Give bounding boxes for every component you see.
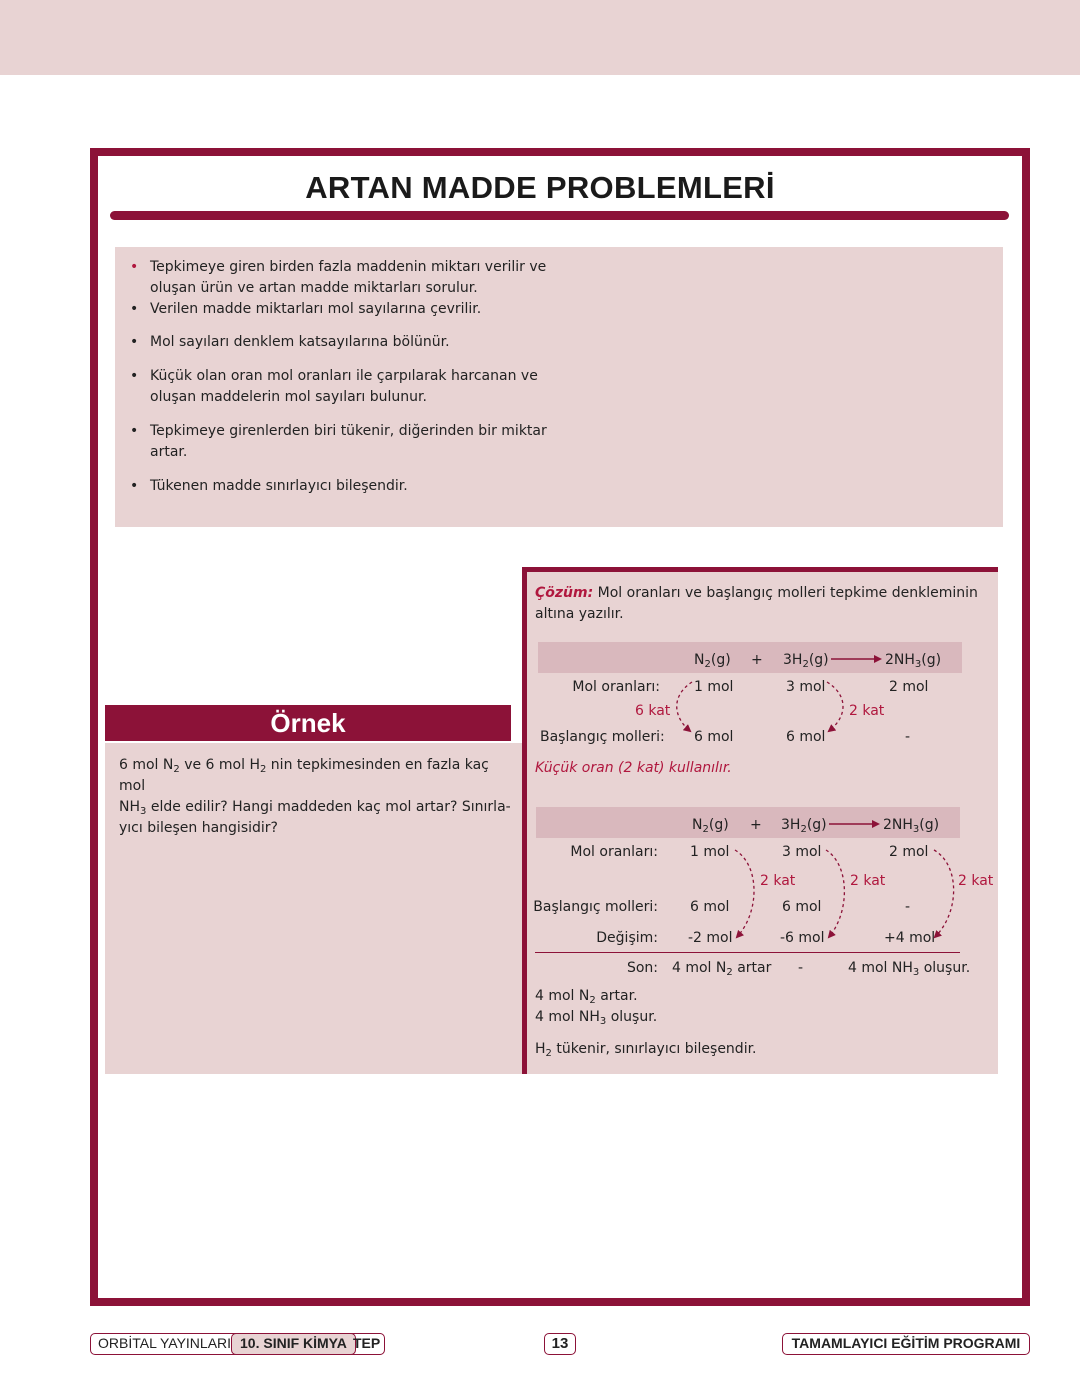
- cell-end-h2: -: [798, 960, 804, 976]
- cell-start-nh3: -: [905, 729, 911, 745]
- conclusion-n2: 4 mol $N_2$ artar.: [535, 988, 638, 1006]
- formula-nh3: $2NH_3(g)$: [883, 817, 940, 835]
- row-label-start: Başlangıç molleri:: [540, 729, 665, 745]
- cell-start-n2: 6 mol: [694, 729, 734, 745]
- cell-end-n2: 4 mol $N_2$ artar: [672, 960, 772, 978]
- row-label-ratio: Mol oranları:: [570, 844, 658, 860]
- kat-label-left: 6 kat: [635, 703, 671, 719]
- footer-program: TAMAMLAYICI EĞİTİM PROGRAMI: [782, 1333, 1030, 1355]
- footer-publisher: ORBİTAL YAYINLARI 10. SINIF KİMYA TEP: [90, 1333, 385, 1355]
- kat-label: 2 kat: [760, 873, 796, 889]
- footer-tep: TEP: [353, 1335, 381, 1351]
- formula-h2: $3H_2(g)$: [781, 817, 827, 835]
- bullet-icon: •: [130, 259, 139, 275]
- plus-sign: +: [751, 652, 763, 668]
- list-item: • Küçük olan oran mol oranları ile çarpılarak harcanan ve: [130, 366, 550, 387]
- kat-label: 2 kat: [958, 873, 994, 889]
- list-item: • Tepkimeye giren birden fazla maddenin miktarı verilir ve: [130, 257, 550, 278]
- formula-nh3: $2NH_3(g)$: [885, 652, 942, 670]
- plus-sign: +: [750, 817, 762, 833]
- cell-change-n2: -2 mol: [688, 930, 733, 946]
- title-underline: [110, 211, 1009, 220]
- list-item-continuation: oluşan ürün ve artan madde miktarları sorulur.: [150, 280, 478, 296]
- cell-ratio-n2: 1 mol: [690, 844, 730, 860]
- bullet-icon: •: [130, 334, 139, 350]
- cell-end-nh3: 4 mol $NH_3$ oluşur.: [848, 960, 971, 978]
- page-title: ARTAN MADDE PROBLEMLERİ: [305, 170, 775, 205]
- example-header: Örnek: [105, 705, 511, 741]
- conclusion-nh3: 4 mol $NH_3$ oluşur.: [535, 1009, 658, 1027]
- cell-start-nh3: -: [905, 899, 911, 915]
- info-list: [130, 257, 550, 497]
- conclusion-limiting: $H_2$ tükenir, sınırlayıcı bileşendir.: [535, 1041, 757, 1059]
- cell-ratio-nh3: 2 mol: [889, 679, 929, 695]
- solution-label: Çözüm:: [535, 585, 594, 601]
- cell-ratio-nh3: 2 mol: [889, 844, 929, 860]
- solution-intro: Çözüm: Mol oranları ve başlangıç molleri tepkime denkleminin altına yazılır.: [535, 585, 978, 622]
- row-label-start: Başlangıç molleri:: [533, 899, 658, 915]
- cell-change-h2: -6 mol: [780, 930, 825, 946]
- cell-ratio-h2: 3 mol: [782, 844, 822, 860]
- list-item: • Tükenen madde sınırlayıcı bileşendir.: [130, 476, 550, 497]
- cell-change-nh3: +4 mol: [884, 930, 936, 946]
- page-number: 13: [544, 1333, 576, 1355]
- list-item: • Mol sayıları denklem katsayılarına bölünür.: [130, 332, 550, 353]
- note-small-ratio: Küçük oran (2 kat) kullanılır.: [535, 760, 732, 776]
- cell-ratio-h2: 3 mol: [786, 679, 826, 695]
- top-band: [0, 0, 1080, 75]
- table-separator: [535, 952, 960, 953]
- bullet-icon: •: [130, 478, 139, 494]
- cell-start-h2: 6 mol: [786, 729, 826, 745]
- list-item: • Verilen madde miktarları mol sayılarına çevrilir.: [130, 299, 550, 320]
- bullet-icon: •: [130, 301, 139, 317]
- list-item-continuation: oluşan maddelerin mol sayıları bulunur.: [150, 389, 427, 405]
- example-question: 6 mol $N_2$ ve 6 mol $H_2$ nin tepkimesinden en fazla kaç mol $NH_3$ elde edilir? Hangi maddeden kaç mol artar? Sınırla- yıcı bileşen hangisidir?: [119, 757, 511, 836]
- kat-label-right: 2 kat: [849, 703, 885, 719]
- formula-n2: $N_2(g)$: [692, 817, 729, 835]
- row-label-ratio: Mol oranları:: [572, 679, 660, 695]
- row-label-end: Son:: [626, 960, 658, 976]
- kat-label: 2 kat: [850, 873, 886, 889]
- cell-ratio-n2: 1 mol: [694, 679, 734, 695]
- footer-grade: 10. SINIF KİMYA: [231, 1333, 356, 1355]
- bullet-icon: •: [130, 423, 139, 439]
- cell-start-h2: 6 mol: [782, 899, 822, 915]
- list-item-continuation: artar.: [150, 444, 188, 460]
- bullet-icon: •: [130, 368, 139, 384]
- row-label-change: Değişim:: [596, 930, 658, 946]
- list-item: • Tepkimeye girenlerden biri tükenir, diğerinden bir miktar: [130, 421, 550, 442]
- formula-h2: $3H_2(g)$: [783, 652, 829, 670]
- cell-start-n2: 6 mol: [690, 899, 730, 915]
- formula-n2: $N_2(g)$: [694, 652, 731, 670]
